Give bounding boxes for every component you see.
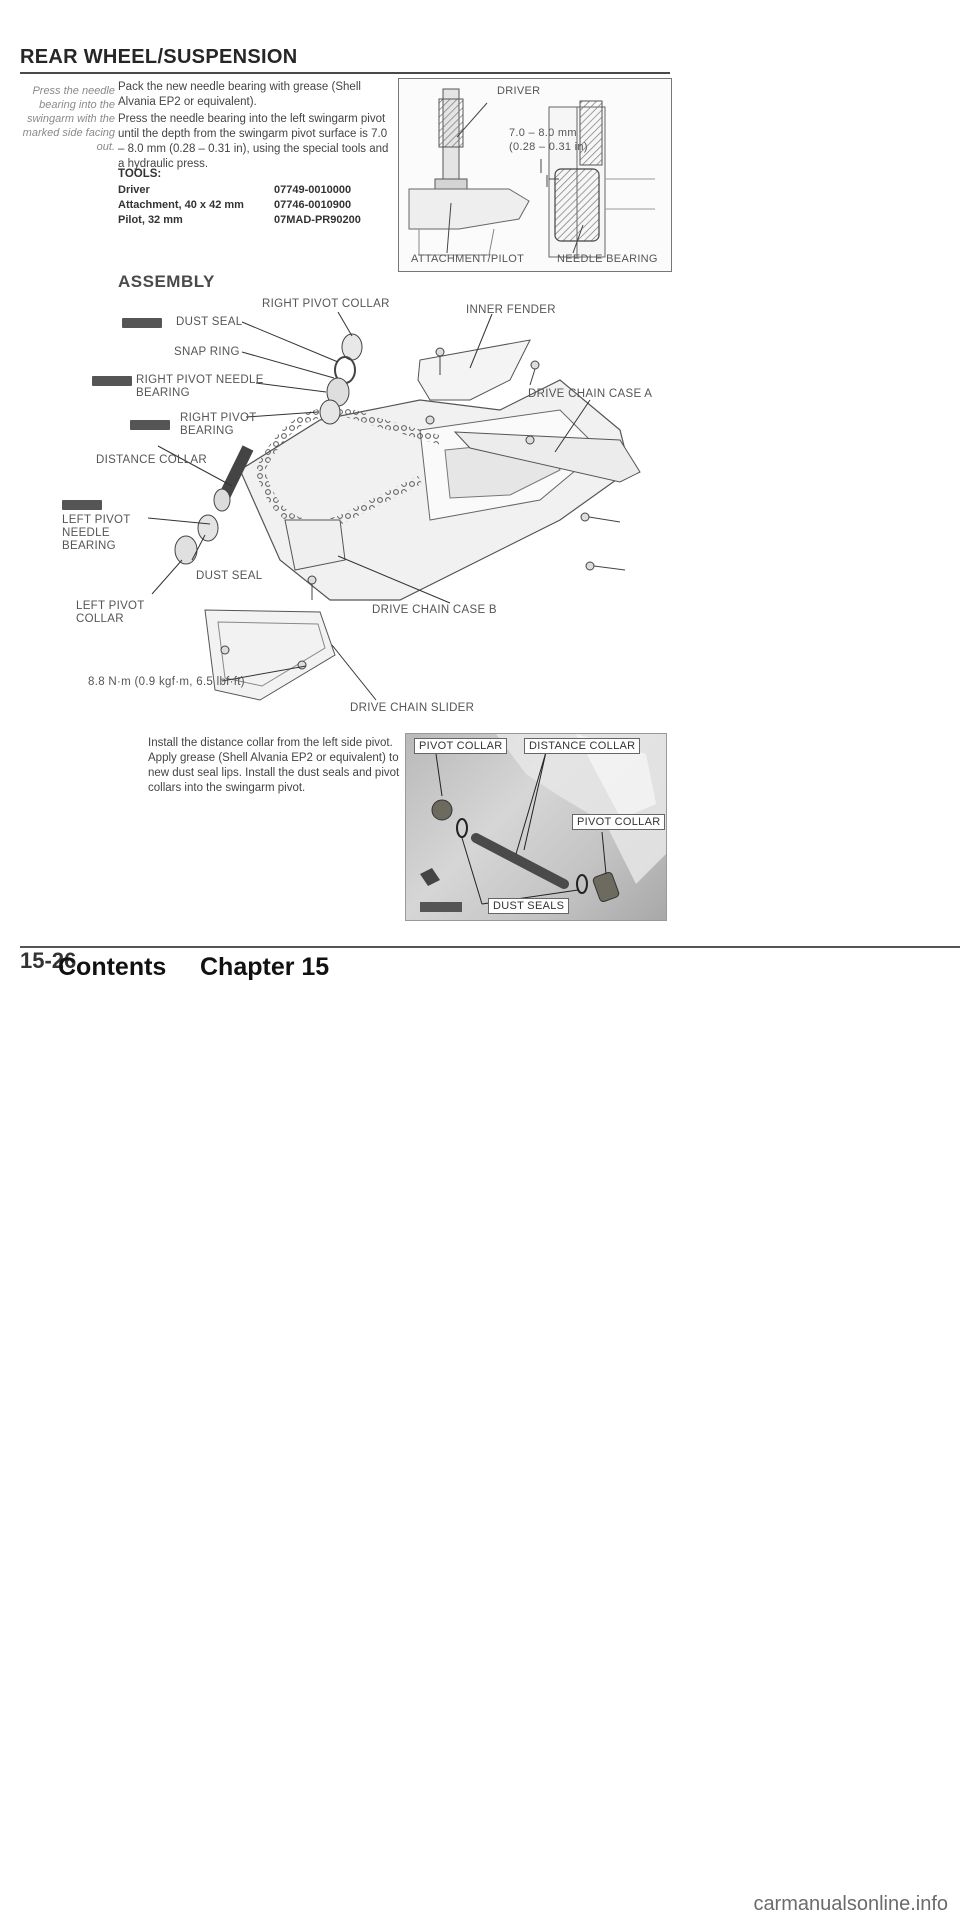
tool-part-number: 07749-0010000 [274,184,352,196]
label-right-pivot-bearing-line2: BEARING [180,425,234,437]
paragraph-pack-bearing: Pack the new needle bearing with grease (Shell Alvania EP2 or equivalent). [118,81,361,108]
label-right-pivot-bearing: RIGHT PIVOT [180,412,257,424]
label-left-pivot-needle-bearing-line3: BEARING [62,540,116,552]
paragraph-install: Install the distance collar from the left side pivot. Apply grease (Shell Alvania EP2 or equivalent) to new dust seal lips. Install the dust seals and pivot collars into the swingarm pivot. [148,737,400,794]
watermark-text: carmanualsonline.info [753,1893,948,1915]
label-right-pivot-needle-bearing: RIGHT PIVOT NEEDLE [136,374,264,386]
figure-label-needle-bearing: NEEDLE BEARING [557,253,658,265]
photo-label-distance-collar: DISTANCE COLLAR [524,738,640,754]
photo-label-dust-seals: DUST SEALS [488,898,569,914]
label-dust-seal-bottom: DUST SEAL [196,570,263,582]
figure-label-depth-mm: 7.0 – 8.0 mm [509,127,577,139]
contents-link[interactable]: Contents [58,953,167,981]
label-right-pivot-needle-bearing-line2: BEARING [136,387,190,399]
photo-label-pivot-collar-right: PIVOT COLLAR [572,814,665,830]
label-left-pivot-needle-bearing: LEFT PIVOT [62,514,131,526]
photo-label-pivot-collar: PIVOT COLLAR [414,738,507,754]
label-dust-seal-top: DUST SEAL [176,316,243,328]
label-snap-ring: SNAP RING [174,346,240,358]
tool-name: Pilot, 32 mm [118,214,183,226]
side-note: Press the needle bearing into the swingarm with the marked side facing out. [22,85,115,153]
tool-name: Driver [118,184,150,196]
tool-name: Attachment, 40 x 42 mm [118,199,244,211]
label-drive-chain-slider: DRIVE CHAIN SLIDER [350,702,475,714]
page-header-title: REAR WHEEL/SUSPENSION [20,46,298,68]
photo-pivot-parts [405,733,667,921]
paragraph-press-bearing: Press the needle bearing into the left swingarm pivot until the depth from the swingarm pivot surface is 7.0 – 8.0 mm (0.28 – 0.31 in), using the special tools and a hydraulic press. [118,113,389,170]
tool-part-number: 07746-0010900 [274,199,352,211]
label-distance-collar: DISTANCE COLLAR [96,454,208,466]
tool-part-number: 07MAD-PR90200 [274,214,361,226]
figure-label-depth-in: (0.28 – 0.31 in) [509,141,588,153]
figure-label-attachment-pilot: ATTACHMENT/PILOT [411,253,525,265]
page-number: 15-26 [20,948,77,973]
tools-title: TOOLS: [118,168,162,180]
label-inner-fender: INNER FENDER [466,304,556,316]
label-torque-spec: 8.8 N·m (0.9 kgf·m, 6.5 lbf·ft) [88,676,245,688]
chapter-link[interactable]: Chapter 15 [200,953,330,981]
label-right-pivot-collar: RIGHT PIVOT COLLAR [262,298,390,310]
grease-icon [420,902,462,912]
assembly-title: ASSEMBLY [118,272,215,291]
label-drive-chain-case-b: DRIVE CHAIN CASE B [372,604,497,616]
label-left-pivot-collar: LEFT PIVOT [76,600,145,612]
footer-rule [20,946,960,948]
figure-label-driver: DRIVER [497,85,541,97]
label-drive-chain-case-a: DRIVE CHAIN CASE A [528,388,653,400]
label-left-pivot-needle-bearing-line2: NEEDLE [62,527,110,539]
label-left-pivot-collar-line2: COLLAR [76,613,124,625]
